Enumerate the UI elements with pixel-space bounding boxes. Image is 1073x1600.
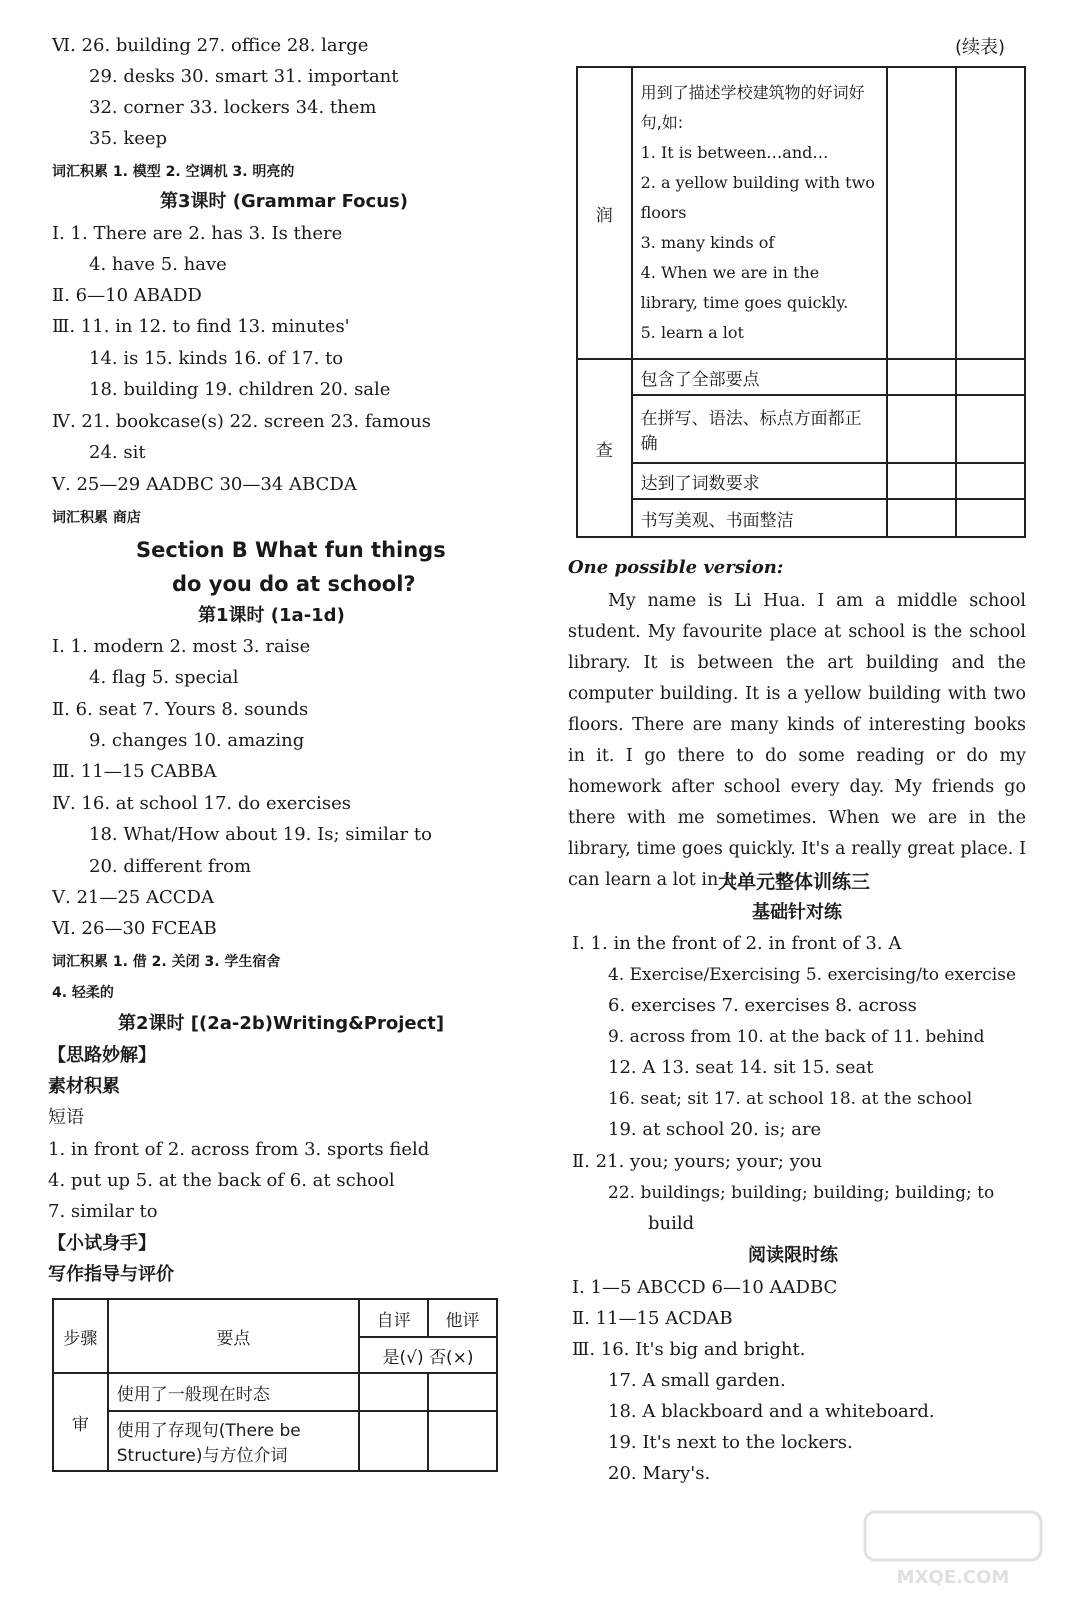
reading-iii-5: 20. Mary's. xyxy=(608,1463,711,1484)
vi-line-1: Ⅵ. 26. building 27. office 28. large xyxy=(52,35,369,56)
cha-2-self xyxy=(887,395,956,463)
shen-2-peer xyxy=(428,1411,497,1471)
run-item-4: 4. When we are in the library, time goes quickly. xyxy=(640,263,849,312)
b-ii-2: 9. changes 10. amazing xyxy=(89,730,305,751)
grammar-i-1: Ⅰ. 1. There are 2. has 3. Is there xyxy=(52,223,343,244)
step-cha: 查 xyxy=(577,359,632,537)
watermark-icon xyxy=(863,1510,1043,1590)
run-peer xyxy=(956,67,1025,359)
step-shen: 审 xyxy=(53,1373,108,1471)
cha-point-4: 书写美观、书面整洁 xyxy=(632,499,888,537)
cha-point-2: 在拼写、语法、标点方面都正确 xyxy=(632,395,888,463)
phrase-line-3: 7. similar to xyxy=(48,1201,158,1222)
vocab-accumulation-3b: 4. 轻柔的 xyxy=(52,985,114,1001)
run-self xyxy=(887,67,956,359)
header-self-eval: 自评 xyxy=(359,1299,428,1337)
grammar-ii: Ⅱ. 6—10 ABADD xyxy=(52,285,202,306)
reading-iii-2: 17. A small garden. xyxy=(608,1370,786,1391)
cha-4-self xyxy=(887,499,956,537)
run-item-2: 2. a yellow building with two floors xyxy=(640,173,875,222)
vocab-accumulation-3: 词汇积累 1. 借 2. 关闭 3. 学生宿舍 xyxy=(52,954,281,970)
b-i-1: Ⅰ. 1. modern 2. most 3. raise xyxy=(52,636,311,657)
basic-i-5: 12. A 13. seat 14. sit 15. seat xyxy=(608,1057,874,1078)
run-item-3: 3. many kinds of xyxy=(640,233,775,252)
phrase-line-1: 1. in front of 2. across from 3. sports field xyxy=(48,1139,430,1160)
sample-essay: My name is Li Hua. I am a middle school student. My favourite place at school is the school library. It is between the art building and the computer building. It is a yellow building with two floors. There are many kinds of interesting books in it. I go there to do some reading or do my homework after school every day. My friends go there with me sometimes. When we are in the library, time goes quickly. It's a really great place. I can learn a lot in it. xyxy=(568,591,1026,890)
reading-i: Ⅰ. 1—5 ABCCD 6—10 AADBC xyxy=(572,1277,838,1298)
b-iii: Ⅲ. 11—15 CABBA xyxy=(52,761,217,782)
watermark-logo xyxy=(863,1510,1043,1590)
step-run: 润 xyxy=(577,67,632,359)
phrase-line-2: 4. put up 5. at the back of 6. at school xyxy=(48,1170,395,1191)
run-item-1: 1. It is between…and… xyxy=(640,143,829,162)
xiaoshi-heading: 【小试身手】 xyxy=(48,1233,156,1254)
b-ii-1: Ⅱ. 6. seat 7. Yours 8. sounds xyxy=(52,699,309,720)
grammar-iii-2: 14. is 15. kinds 16. of 17. to xyxy=(89,348,344,369)
silu-heading: 【思路妙解】 xyxy=(48,1045,156,1066)
sucai-heading: 素材积累 xyxy=(48,1076,120,1097)
reading-iii-3: 18. A blackboard and a whiteboard. xyxy=(608,1401,935,1422)
cha-3-self xyxy=(887,463,956,499)
reading-ii: Ⅱ. 11—15 ACDAB xyxy=(572,1308,733,1329)
run-intro: 用到了描述学校建筑物的好词好句,如: xyxy=(640,83,865,132)
vocab-accumulation-2: 词汇积累 商店 xyxy=(52,510,141,526)
cha-4-peer xyxy=(956,499,1025,537)
vi-line-3: 32. corner 33. lockers 34. them xyxy=(89,97,377,118)
writing-guide-table-cont xyxy=(576,66,1026,538)
basic-ii-2: 22. buildings; building; building; building; to xyxy=(608,1183,995,1203)
grammar-iv-2: 24. sit xyxy=(89,442,146,463)
grammar-v: Ⅴ. 25—29 AADBC 30—34 ABCDA xyxy=(52,474,357,495)
vi-line-4: 35. keep xyxy=(89,128,168,149)
duanyu-heading: 短语 xyxy=(48,1107,84,1128)
basic-practice-heading: 基础针对练 xyxy=(752,902,842,923)
b-vi: Ⅵ. 26—30 FCEAB xyxy=(52,918,217,939)
reading-practice-heading: 阅读限时练 xyxy=(748,1245,838,1266)
basic-i-3: 6. exercises 7. exercises 8. across xyxy=(608,995,917,1016)
section-b-title-1: Section B What fun things xyxy=(136,538,446,562)
basic-i-6: 16. seat; sit 17. at school 18. at the school xyxy=(608,1089,973,1109)
sample-version-label: One possible version: xyxy=(568,557,784,578)
grammar-iii-3: 18. building 19. children 20. sale xyxy=(89,379,391,400)
basic-i-2: 4. Exercise/Exercising 5. exercising/to exercise xyxy=(608,965,1016,985)
b-v: Ⅴ. 21—25 ACCDA xyxy=(52,887,214,908)
run-points xyxy=(632,67,888,359)
reading-iii-1: Ⅲ. 16. It's big and bright. xyxy=(572,1339,806,1360)
shen-2-self xyxy=(359,1411,428,1471)
shen-1-peer xyxy=(428,1373,497,1411)
shen-point-1: 使用了一般现在时态 xyxy=(108,1373,359,1411)
basic-ii-1: Ⅱ. 21. you; yours; your; you xyxy=(572,1151,823,1172)
watermark-text: MXQE.COM xyxy=(896,1567,1010,1588)
xiezuo-heading: 写作指导与评价 xyxy=(48,1264,174,1285)
run-item-5: 5. learn a lot xyxy=(640,323,744,342)
b-i-2: 4. flag 5. special xyxy=(89,667,239,688)
header-point: 要点 xyxy=(108,1299,359,1373)
basic-i-4: 9. across from 10. at the back of 11. behind xyxy=(608,1027,985,1047)
lesson-2-heading: 第2课时 [(2a-2b)Writing&Project] xyxy=(118,1013,445,1034)
b-iv-1: Ⅳ. 16. at school 17. do exercises xyxy=(52,793,351,814)
vi-line-2: 29. desks 30. smart 31. important xyxy=(89,66,399,87)
basic-i-1: Ⅰ. 1. in the front of 2. in front of 3. A xyxy=(572,933,902,954)
header-step: 步骤 xyxy=(53,1299,108,1373)
grammar-i-2: 4. have 5. have xyxy=(89,254,227,275)
basic-ii-3: build xyxy=(648,1213,695,1234)
section-b-title-2: do you do at school? xyxy=(172,572,416,596)
b-iv-3: 20. different from xyxy=(89,856,252,877)
cha-2-peer xyxy=(956,395,1025,463)
shen-1-self xyxy=(359,1373,428,1411)
cha-point-1: 包含了全部要点 xyxy=(632,359,888,395)
grammar-iii-1: Ⅲ. 11. in 12. to find 13. minutes' xyxy=(52,316,350,337)
continued-label: (续表) xyxy=(955,37,1006,58)
cha-1-self xyxy=(887,359,956,395)
cha-1-peer xyxy=(956,359,1025,395)
header-peer-eval: 他评 xyxy=(428,1299,497,1337)
basic-i-7: 19. at school 20. is; are xyxy=(608,1119,822,1140)
shen-point-2: 使用了存现句(There be Structure)与方位介词 xyxy=(108,1411,359,1471)
reading-iii-4: 19. It's next to the lockers. xyxy=(608,1432,853,1453)
cha-point-3: 达到了词数要求 xyxy=(632,463,888,499)
b-iv-2: 18. What/How about 19. Is; similar to xyxy=(89,824,432,845)
writing-guide-table xyxy=(52,1298,498,1472)
unit-training-title: 大单元整体训练三 xyxy=(718,871,871,893)
cha-3-peer xyxy=(956,463,1025,499)
grammar-iv-1: Ⅳ. 21. bookcase(s) 22. screen 23. famous xyxy=(52,411,431,432)
lesson-1-heading: 第1课时 (1a-1d) xyxy=(198,605,345,626)
vocab-accumulation-1: 词汇积累 1. 模型 2. 空调机 3. 明亮的 xyxy=(52,164,295,180)
lesson-3-heading: 第3课时 (Grammar Focus) xyxy=(160,191,408,212)
header-yes-no: 是(√) 否(×) xyxy=(359,1337,497,1373)
